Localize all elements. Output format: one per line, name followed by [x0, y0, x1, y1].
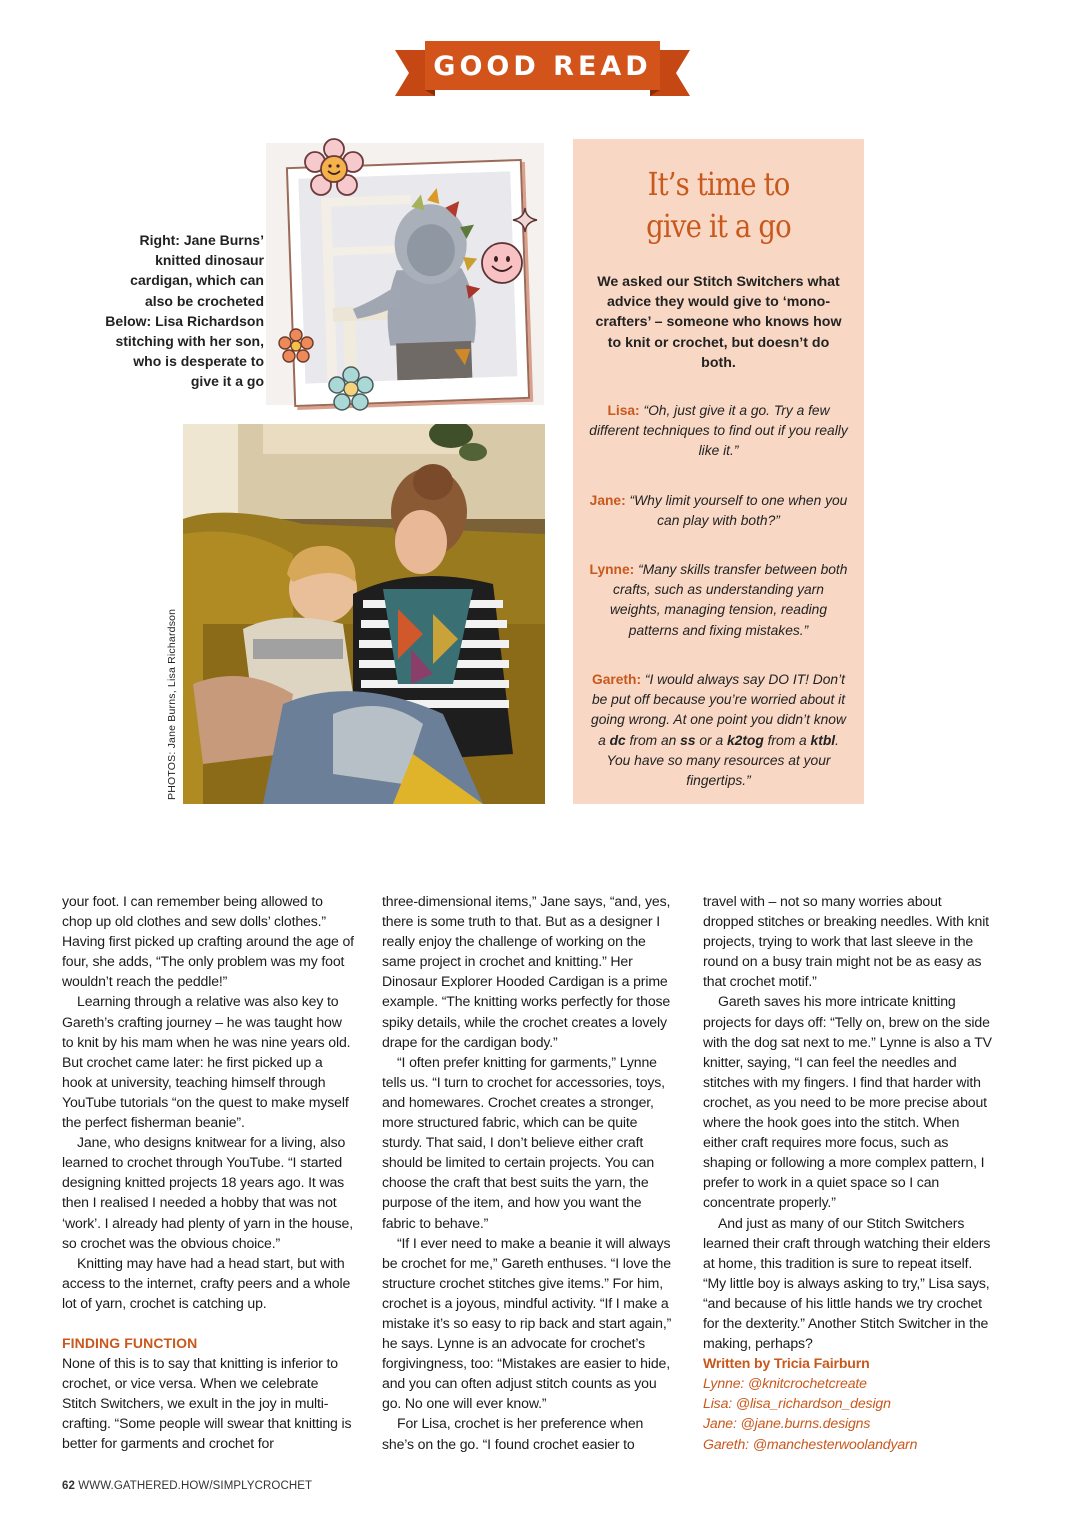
sidebar-title-line: give it a go	[646, 207, 791, 245]
body-paragraph: three-dimensional items,” Jane says, “and, yes, there is some truth to that. But as a designer I really enjoy the challenge of working on the same project in crochet and knitting.” Her Dinosaur Explorer Hooded Cardigan is a prime example. “The knitting works perfectly for those spiky details, while the crochet creates a lovely drape for the cardigan body.”	[382, 893, 671, 1050]
page-footer	[62, 1480, 312, 1492]
body-paragraph: None of this is to say that knitting is inferior to crochet, or vice versa. When we celebrate Stitch Switchers, we exult in the joy in multi-crafting. “Some people will swear that knitting is better for garments and crochet for	[62, 1355, 352, 1452]
term-dc: dc	[609, 732, 626, 748]
social-handle: Gareth: @manchesterwoolandyarn	[703, 1435, 918, 1452]
blue-flower-icon	[328, 366, 374, 412]
body-paragraph: Learning through a relative was also key to Gareth’s crafting journey – he was taught how to knit by his mam when he was nine years old. But crochet came later: he first picked up a hook at university, teaching himself through YouTube tutorials “on the quest to make myself the perfect fisherman beanie”.	[62, 993, 351, 1131]
smiley-flower-icon	[303, 138, 365, 200]
quote-text: “Why limit yourself to one when you can play with both?”	[629, 493, 848, 529]
quote-text: from a	[763, 732, 811, 748]
page-number: 62	[62, 1480, 75, 1492]
caption-line: stitching with her son,	[115, 333, 264, 350]
section-subheading: FINDING FUNCTION	[62, 1334, 198, 1351]
body-paragraph: Gareth saves his more intricate knitting projects for days off: “Telly on, brew on the side with the dog sat next to me.” Lynne is also a TV knitter, saying, “I can feel the needles and stitches with my fingers. I find that harder with crochet, as you need to be more precise about where the hook goes into the stitch. When either craft requires more focus, such as shaping or following a more complex pattern, I prefer to work in a quiet space so I can concentrate properly.”	[703, 993, 992, 1211]
caption-line: cardigan, which can	[130, 272, 264, 289]
caption-line: who is desperate to	[133, 353, 264, 370]
quote-text: from an	[625, 732, 681, 748]
section-label: GOOD READ	[433, 51, 652, 82]
sidebar-intro: We asked our Stitch Switchers what advice they would give to ‘mono-crafters’ – someone who knows how to knit or crochet, but doesn’t do both.	[595, 274, 842, 371]
body-paragraph: Jane, who designs knitwear for a living, also learned to crochet through YouTube. “I started designing knitted projects 18 years ago. It was then I realised I needed a hobby that was not ‘work’. I already had plenty of yarn in the house, so crochet was the obvious choice.”	[62, 1134, 353, 1251]
quote-speaker: Lynne:	[589, 562, 635, 577]
quote-jane	[587, 491, 850, 531]
quote-speaker: Gareth:	[591, 672, 642, 687]
lisa-richardson-photo	[183, 424, 545, 804]
body-paragraph: travel with – not so many worries about dropped stitches or breaking needles. With knit projects, trying to work that last sleeve in the round on a busy train might not be as easy as that crochet motif.”	[703, 893, 989, 990]
term-ktbl: ktbl	[810, 732, 836, 748]
quote-speaker: Jane:	[589, 493, 626, 508]
body-paragraph: For Lisa, crochet is her preference when she’s on the go. “I found crochet easier to	[382, 1415, 644, 1452]
social-handle: Lynne: @knitcrochetcreate	[703, 1375, 867, 1392]
caption-line: knitted dinosaur	[155, 252, 264, 269]
body-paragraph: “If I ever need to make a beanie it will always be crochet for me,” Gareth enthuses. “I love the structure crochet stitches give items.” For him, crochet is a joyous, mindful activity. “If I make a mistake it’s so easy to rip back and start again,” he says. Lynne is an advocate for crochet’s forgivingness, too: “Mistakes are easier to hide, and you can often adjust stitch counts as you go. No one will ever know.”	[382, 1234, 672, 1412]
sparkle-icon	[512, 207, 538, 233]
quote-speaker: Lisa:	[607, 403, 640, 418]
social-handle: Jane: @jane.burns.designs	[703, 1415, 871, 1432]
smiley-face-icon	[479, 240, 525, 286]
sidebar-title-line: It’s time to	[647, 165, 790, 203]
term-k2tog: k2tog	[726, 732, 764, 748]
term-ss: ss	[680, 732, 696, 748]
body-paragraph: Knitting may have had a head start, but with access to the internet, crafty peers and a whole lot of yarn, crochet is catching up.	[62, 1254, 351, 1311]
footer-url: WWW.GATHERED.HOW/SIMPLYCROCHET	[78, 1480, 313, 1492]
advice-sidebar	[573, 139, 864, 804]
caption-line: give it a go	[190, 373, 264, 390]
body-paragraph: And just as many of our Stitch Switchers learned their craft through watching their elders at home, this tradition is sure to repeat itself. “My little boy is always asking to try,” Lisa says, “and because of his little hands we try crochet for the dexterity.” Another Stitch Switcher in the making, perhaps?	[703, 1214, 991, 1352]
quote-text: “Oh, just give it a go. Try a few different techniques to find out if you really like it.”	[589, 403, 848, 459]
photo-credit: PHOTOS: Jane Burns, Lisa Richardson	[166, 608, 178, 800]
article-column-3	[703, 891, 995, 1454]
body-paragraph: “I often prefer knitting for garments,” Lynne tells us. “I turn to crochet for accessories, toys, and homewares. Crochet creates a stronger, more structured fabric, which can be quite sturdy. That said, I don’t believe either craft should be limited to certain projects. You can choose the craft that best suits the yarn, the purpose of the item, and how you want the fabric to behave.”	[382, 1053, 665, 1231]
sidebar-title	[593, 163, 843, 247]
quote-lynne	[587, 560, 850, 641]
caption-line: Below: Lisa Richardson	[105, 312, 264, 329]
quote-text: . You have so many resources at your fingertips.”	[606, 732, 839, 789]
article-column-1	[62, 891, 354, 1454]
caption-line: Right: Jane Burns’	[139, 232, 264, 248]
quote-text: or a	[695, 732, 727, 748]
social-handle: Lisa: @lisa_richardson_design	[703, 1395, 891, 1412]
quote-text: “I would always say DO IT! Don’t be put off because you’re worried about it going wrong. At one point you didn’t know a	[591, 672, 846, 748]
caption-line: also be crocheted	[144, 292, 264, 309]
photo-caption	[100, 230, 264, 392]
quote-lisa	[587, 401, 850, 462]
section-banner	[395, 38, 690, 100]
article-column-2	[382, 891, 674, 1454]
author-byline: Written by Tricia Fairburn	[703, 1355, 870, 1372]
body-paragraph: your foot. I can remember being allowed to chop up old clothes and sew dolls’ clothes.” Having first picked up crafting around the age of four, she adds, “The only problem was my foot wouldn’t reach the peddle!”	[62, 893, 354, 990]
quote-text: “Many skills transfer between both crafts, such as understanding yarn weights, managing tension, reading patterns and fixing mistakes.”	[609, 562, 848, 638]
quote-gareth	[587, 670, 850, 791]
orange-flower-icon	[278, 328, 314, 364]
